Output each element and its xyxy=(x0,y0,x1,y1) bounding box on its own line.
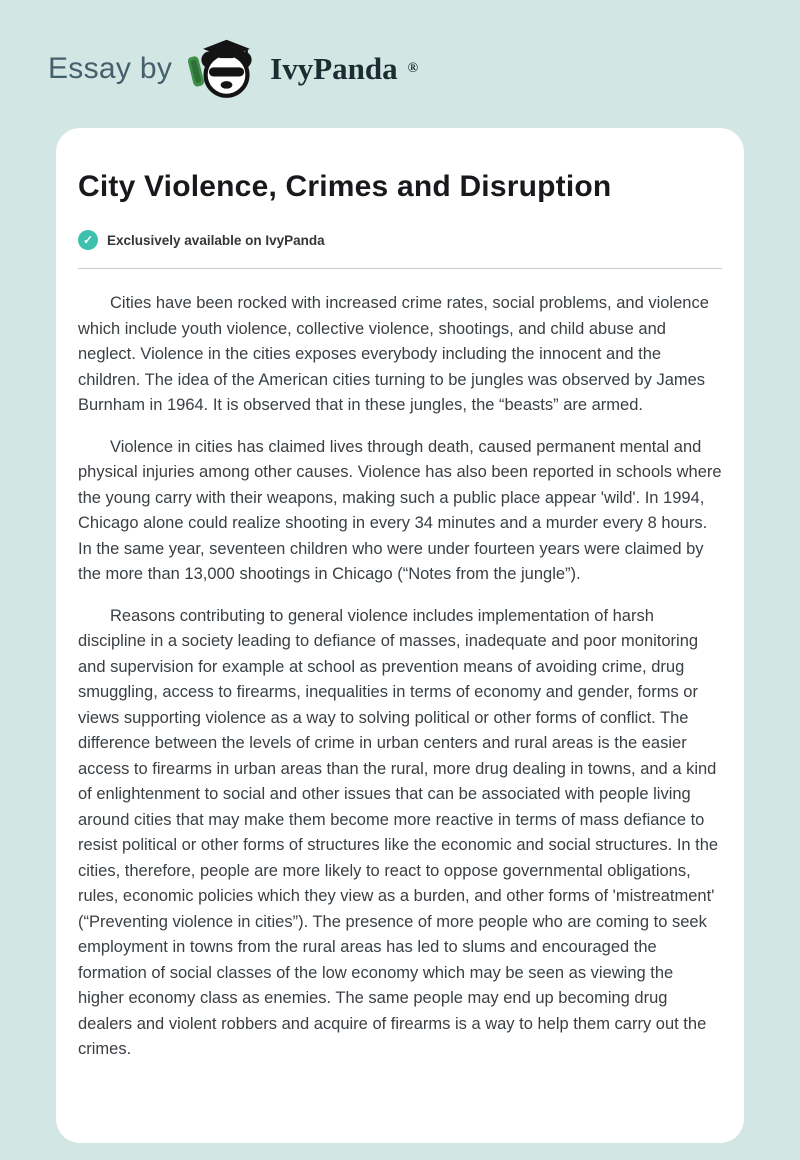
essay-body xyxy=(78,291,722,1063)
availability-row xyxy=(78,230,722,250)
essay-paragraph-2: Violence in cities has claimed lives through death, caused permanent mental and physical injuries among other causes. Violence has also been reported in schools where the young carry with their weapons, making such a public place appear 'wild'. In 1994, Chicago alone could realize shooting in every 34 minutes and a murder every 8 hours. In the same year, seventeen children who were under fourteen years were claimed by the more than 13,000 shootings in Chicago (“Notes from the jungle”). xyxy=(78,437,722,583)
essay-title: City Violence, Crimes and Disruption xyxy=(78,170,612,203)
panda-graduate-icon xyxy=(188,38,260,100)
essay-paragraph-1: Cities have been rocked with increased crime rates, social problems, and violence which include youth violence, collective violence, shootings, and child abuse and neglect. Violence in the cities exposes everybody including the innocent and the children. The idea of the American cities turning to be jungles was observed by James Burnham in 1964. It is observed that in these jungles, the “beasts” are armed. xyxy=(78,294,709,414)
availability-label: Exclusively available on IvyPanda xyxy=(107,232,325,248)
essay-by-label: Essay by xyxy=(48,52,173,85)
brand-name: IvyPanda xyxy=(270,51,398,86)
essay-paragraph-3: Reasons contributing to general violence includes implementation of harsh discipline in a society leading to defiance of masses, inadequate and poor monitoring and supervision for example at school as prevention means of avoiding crime, drug smuggling, access to firearms, inequalities in terms of economy and gender, forms or views supporting violence as a way to solving political or other forms of conflict. The difference between the levels of crime in urban centers and rural areas is the easier access to firearms in urban areas than the rural, more drug dealing in towns, and a kind of enlightenment to social and other issues that can be associated with people living around cities that may make them become more reactive in terms of mass defiance to resist political or other forms of structures like the economic and social structures. In the cities, therefore, people are more likely to react to oppose governmental obligations, rules, economic policies which they view as a burden, and other forms of 'mistreatment' (“Preventing violence in cities”). The presence of more people who are coming to seek employment in towns from the rural areas has led to slums and encouraged the formation of social classes of the low economy which may be seen as viewing the higher economy class as enemies. The same people may end up becoming drug dealers and violent robbers and acquire of firearms is a way to help them carry out the crimes. xyxy=(78,606,719,1058)
site-header xyxy=(0,0,800,122)
essay-card xyxy=(56,128,744,1143)
ivypanda-logo xyxy=(188,38,418,100)
checkmark-icon: ✓ xyxy=(78,230,98,250)
registered-mark: ® xyxy=(407,61,419,76)
divider xyxy=(78,268,722,269)
